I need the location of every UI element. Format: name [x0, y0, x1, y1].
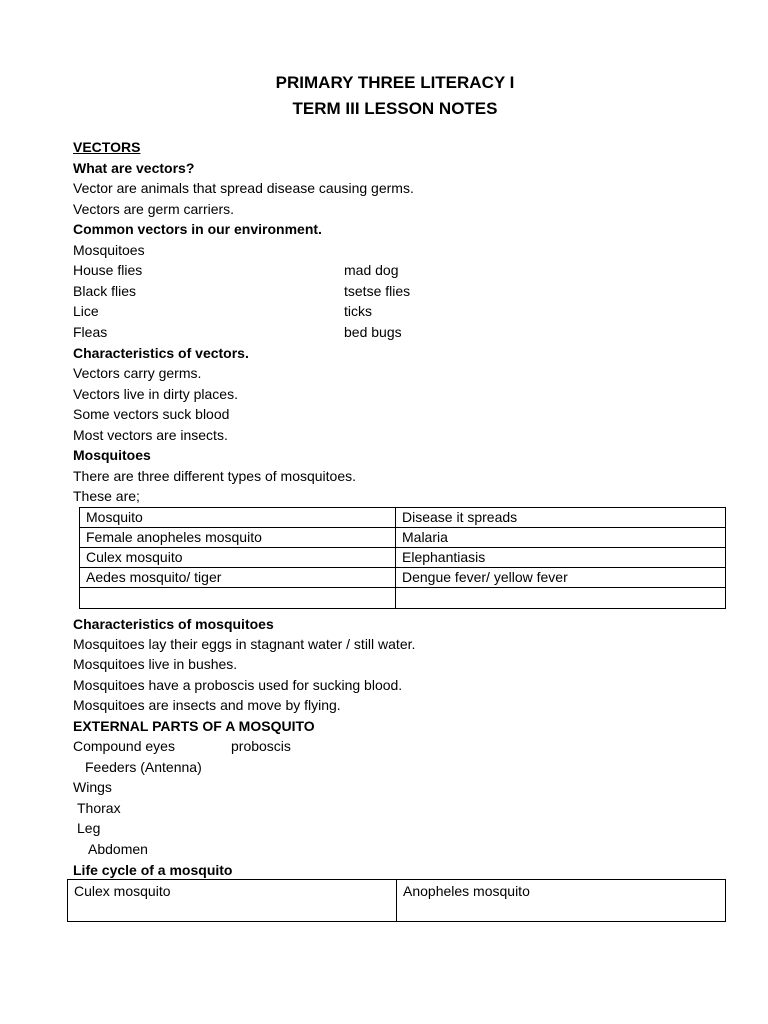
external-part: Abdomen [88, 841, 148, 857]
table-row [80, 548, 726, 568]
mosquito-characteristics-heading: Characteristics of mosquitoes [73, 616, 274, 632]
common-vector-item: Black flies [73, 283, 137, 299]
external-part: Leg [77, 820, 101, 836]
table-cell: Female anopheles mosquito [80, 528, 396, 548]
mosquito-types-table [79, 507, 726, 609]
table-cell: Culex mosquito [80, 548, 396, 568]
table-row [80, 588, 726, 609]
table-cell: Malaria [396, 528, 726, 548]
mosquitoes-heading: Mosquitoes [73, 447, 151, 463]
vector-characteristics-heading: Characteristics of vectors. [73, 345, 249, 361]
external-part: proboscis [231, 738, 291, 754]
vector-characteristic: Vectors live in dirty places. [73, 386, 238, 402]
common-vector-item: Mosquitoes [73, 242, 145, 258]
table-cell: Elephantiasis [396, 548, 726, 568]
external-part: Thorax [77, 800, 121, 816]
mosquito-characteristic: Mosquitoes are insects and move by flying. [73, 697, 341, 713]
table-header-cell: Disease it spreads [396, 508, 726, 528]
mosquito-characteristic: Mosquitoes live in bushes. [73, 656, 238, 672]
vectors-section-heading: VECTORS [73, 139, 141, 155]
mosquitoes-intro-line: These are; [73, 488, 140, 504]
common-vector-item: ticks [344, 303, 372, 319]
table-cell [396, 588, 726, 609]
definition-line: Vector are animals that spread disease causing germs. [73, 180, 414, 196]
table-cell [80, 588, 396, 609]
mosquitoes-intro-line: There are three different types of mosquitoes. [73, 468, 357, 484]
page-title-line-2: TERM III LESSON NOTES [292, 99, 498, 118]
table-row [80, 528, 726, 548]
table-header-row [68, 880, 726, 922]
table-header-row [80, 508, 726, 528]
common-vector-item: mad dog [344, 262, 399, 278]
table-header-cell: Mosquito [80, 508, 396, 528]
mosquito-characteristic: Mosquitoes have a proboscis used for sucking blood. [73, 677, 403, 693]
definition-line: Vectors are germ carriers. [73, 201, 235, 217]
what-are-vectors-heading: What are vectors? [73, 160, 195, 176]
table-row [80, 568, 726, 588]
page-title-line-1: PRIMARY THREE LITERACY I [275, 73, 515, 92]
vector-characteristic: Some vectors suck blood [73, 406, 230, 422]
table-cell: Dengue fever/ yellow fever [396, 568, 726, 588]
vector-characteristic: Vectors carry germs. [73, 365, 202, 381]
common-vector-item: bed bugs [344, 324, 402, 340]
external-parts-heading: EXTERNAL PARTS OF A MOSQUITO [73, 718, 315, 734]
common-vector-item: Lice [73, 303, 99, 319]
table-header-cell: Anopheles mosquito [397, 880, 726, 922]
external-part: Feeders (Antenna) [85, 759, 202, 775]
vector-characteristic: Most vectors are insects. [73, 427, 228, 443]
external-part: Wings [73, 779, 112, 795]
life-cycle-table [67, 879, 726, 922]
table-cell: Aedes mosquito/ tiger [80, 568, 396, 588]
common-vector-item: Fleas [73, 324, 108, 340]
common-vectors-heading: Common vectors in our environment. [73, 221, 322, 237]
common-vector-item: tsetse flies [344, 283, 411, 299]
common-vector-item: House flies [73, 262, 143, 278]
life-cycle-heading: Life cycle of a mosquito [73, 862, 233, 878]
table-header-cell: Culex mosquito [68, 880, 397, 922]
mosquito-characteristic: Mosquitoes lay their eggs in stagnant water / still water. [73, 636, 416, 652]
external-part: Compound eyes [73, 738, 175, 754]
